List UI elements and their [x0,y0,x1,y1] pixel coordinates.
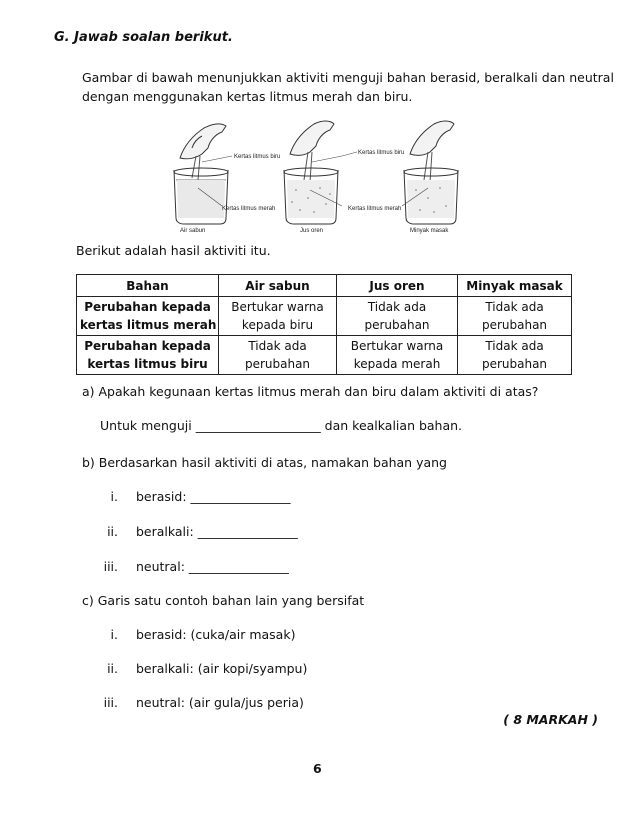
label-kertas-biru-1: Kertas litmus biru [234,154,281,160]
intro-line-1: Gambar di bawah menunjukkan aktiviti menguji bahan berasid, beralkali dan neutral [82,70,614,85]
label-kertas-biru-2: Kertas litmus biru [358,150,405,156]
list-item: i. berasid: ________________ [110,489,291,504]
label-beaker-3: Minyak masak [410,228,449,234]
results-table [76,274,572,375]
item-text[interactable]: berasid: ________________ [135,489,291,504]
answer-suffix: dan kealkalian bahan. [324,418,463,433]
table-header-row [77,275,572,297]
intro-paragraph [82,68,614,106]
beaker-2-group [284,121,338,224]
question-b: b) Berdasarkan hasil aktiviti di atas, namakan bahan yang [82,455,447,470]
table-row [77,297,572,336]
table-cell: Tidak ada perubahan [219,336,337,375]
results-intro: Berikut adalah hasil aktiviti itu. [76,243,271,258]
item-text: berasid: (cuka/air masak) [135,627,296,642]
question-c: c) Garis satu contoh bahan lain yang bersifat [82,593,365,608]
label-beaker-1: Air sabun [180,228,206,234]
list-item: iii. neutral: (air gula/jus peria) [103,695,304,710]
label-kertas-merah-2: Kertas litmus merah [348,206,402,212]
item-text: neutral: (air gula/jus peria) [135,695,304,710]
label-beaker-2: Jus oren [300,228,324,234]
litmus-experiment-figure [162,118,482,236]
beaker-1-group [174,124,228,224]
row-label-litmus-merah: Perubahan kepada kertas litmus merah [77,297,219,336]
question-a: a) Apakah kegunaan kertas litmus merah dan biru dalam aktiviti di atas? [82,384,539,399]
marks-label: ( 8 MARKAH ) [503,712,598,727]
header-air-sabun: Air sabun [219,275,337,297]
beaker-3-group [404,121,458,224]
answer-prefix: Untuk menguji [100,418,192,433]
table-cell: Tidak ada perubahan [458,297,572,336]
list-item: ii. beralkali: (air kopi/syampu) [107,661,308,676]
header-bahan: Bahan [77,275,219,297]
section-title: G. Jawab soalan berikut. [54,30,233,45]
question-a-answer-line [100,418,462,433]
page-number: 6 [313,761,322,776]
header-jus-oren: Jus oren [337,275,458,297]
intro-line-2: dengan menggunakan kertas litmus merah dan biru. [82,89,413,104]
label-kertas-merah-1: Kertas litmus merah [222,206,276,212]
list-item: iii. neutral: ________________ [103,559,289,574]
header-minyak-masak: Minyak masak [458,275,572,297]
table-cell: Tidak ada perubahan [458,336,572,375]
table-cell: Bertukar warna kepada biru [219,297,337,336]
table-cell: Tidak ada perubahan [337,297,458,336]
answer-blank[interactable]: ____________________ [195,418,321,433]
item-text[interactable]: beralkali: ________________ [135,524,298,539]
table-row [77,336,572,375]
row-label-litmus-biru: Perubahan kepada kertas litmus biru [77,336,219,375]
table-cell: Bertukar warna kepada merah [337,336,458,375]
list-item: ii. beralkali: ________________ [107,524,298,539]
item-text[interactable]: neutral: ________________ [135,559,289,574]
item-text: beralkali: (air kopi/syampu) [135,661,308,676]
list-item: i. berasid: (cuka/air masak) [110,627,296,642]
